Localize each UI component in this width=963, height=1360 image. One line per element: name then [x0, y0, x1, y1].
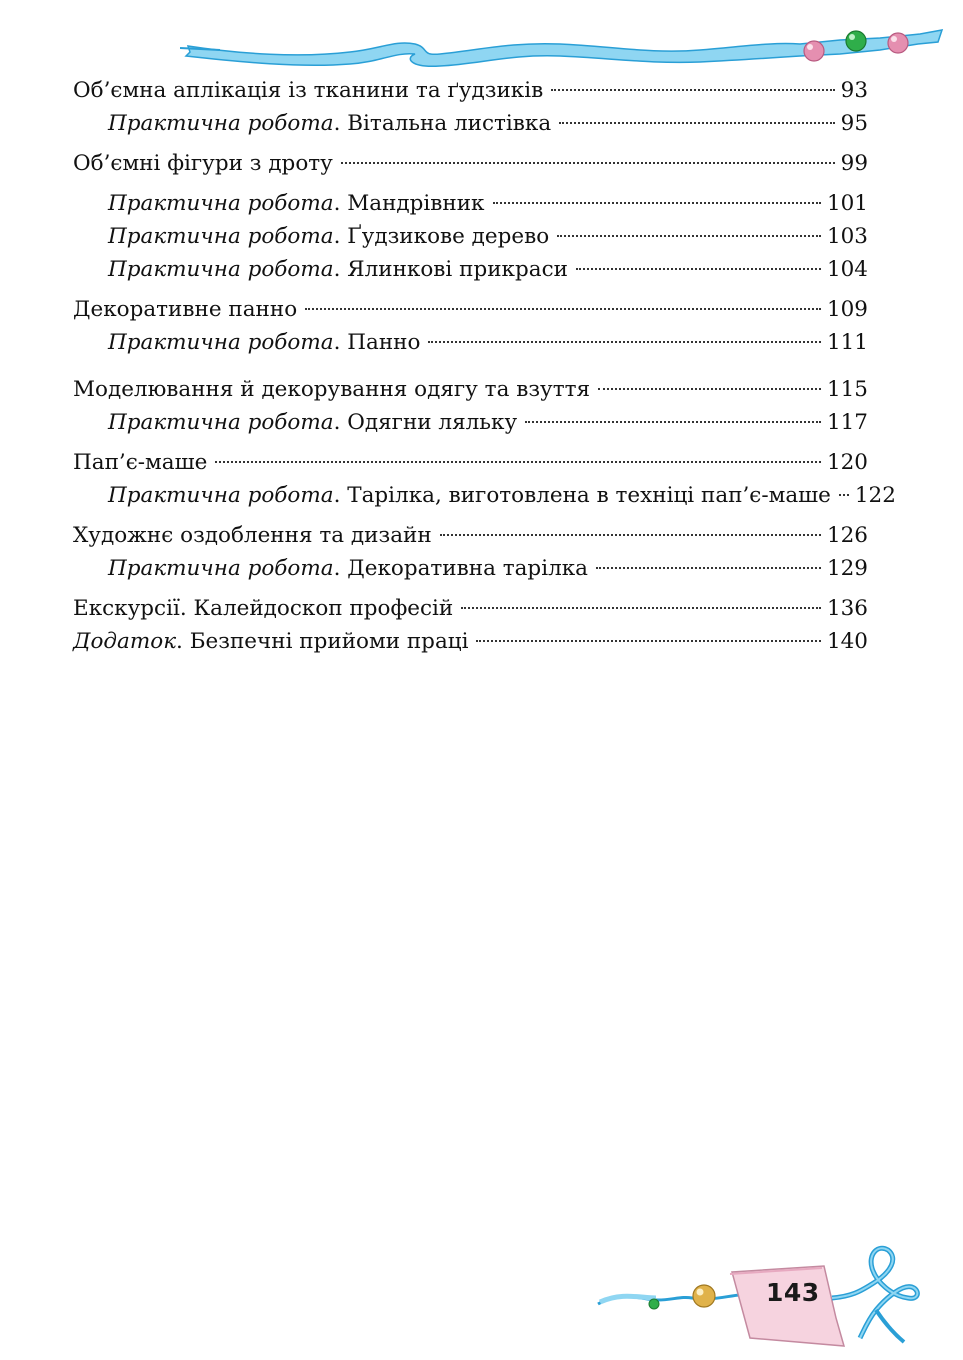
toc-page-number: 101	[826, 191, 868, 216]
toc-subentry	[73, 406, 868, 439]
toc-entry-prefix: Практична робота	[108, 111, 334, 136]
toc-page-number: 109	[826, 297, 868, 322]
toc-entry-title	[108, 326, 420, 359]
dot-leader	[525, 421, 821, 423]
toc-entry-title	[73, 373, 590, 406]
toc-entry-title	[108, 406, 517, 439]
toc-entry-text: . Одягни ляльку	[333, 410, 518, 435]
dot-leader	[559, 122, 835, 124]
pink-bead-icon	[804, 41, 824, 61]
toc-entry-title	[108, 479, 831, 512]
pink-bead-icon	[888, 33, 908, 53]
toc-subentry	[73, 187, 868, 220]
toc-subentry	[73, 220, 868, 253]
toc-entry-text: . Безпечні прийоми праці	[176, 629, 469, 654]
toc-entry-title	[108, 220, 549, 253]
dot-leader	[596, 567, 821, 569]
toc-page-number: 136	[826, 596, 868, 621]
toc-subentry	[73, 107, 868, 140]
bead-highlight	[697, 1289, 704, 1296]
dot-leader	[461, 607, 821, 609]
top-ribbon-tail	[180, 48, 220, 50]
dot-leader	[476, 640, 820, 642]
dot-leader	[598, 388, 821, 390]
toc-entry-text: Об’ємна аплікація із тканини та ґудзиків	[73, 78, 544, 103]
page-number: 143	[766, 1278, 820, 1307]
ribbon-bow-highlight	[832, 1248, 917, 1338]
toc-page-number: 95	[840, 111, 868, 136]
toc-entry-text: Пап’є-маше	[73, 450, 208, 475]
dot-leader	[305, 308, 821, 310]
toc-entry-prefix: Практична робота	[108, 224, 334, 249]
toc-entry-prefix: Практична робота	[108, 410, 334, 435]
toc-entry-text: . Вітальна листівка	[333, 111, 552, 136]
toc-entry-prefix: Практична робота	[108, 191, 334, 216]
toc-entry	[73, 147, 868, 180]
toc-entry-title	[73, 74, 543, 107]
toc-entry-text: . Ялинкові прикраси	[333, 257, 568, 282]
bead-highlight	[807, 44, 813, 50]
toc-entry-text: . Тарілка, виготовлена в техніці пап’є-маше	[333, 483, 831, 508]
toc-entry-text: . Декоративна тарілка	[333, 556, 588, 581]
top-ribbon-decoration	[180, 20, 955, 72]
toc-entry-text: Художнє оздоблення та дизайн	[73, 523, 432, 548]
toc-entry-title	[108, 253, 568, 286]
toc-entry-title	[73, 293, 297, 326]
dot-leader	[557, 235, 821, 237]
toc-page-number: 103	[826, 224, 868, 249]
toc-entry-title	[73, 592, 453, 625]
toc-entry	[73, 625, 868, 658]
bead-highlight	[849, 34, 855, 40]
toc-entry-text: Об’ємні фігури з дроту	[73, 151, 333, 176]
toc-entry-title	[73, 446, 207, 479]
dot-leader	[551, 89, 834, 91]
toc-subentry	[73, 326, 868, 359]
dot-leader	[493, 202, 821, 204]
toc-entry-text: . Ґудзикове дерево	[333, 224, 550, 249]
toc-entry-text: . Мандрівник	[333, 191, 485, 216]
toc-page-number: 117	[826, 410, 868, 435]
ribbon-bow-icon	[832, 1248, 917, 1338]
toc-entry-title	[73, 625, 468, 658]
toc-page-number: 104	[826, 257, 868, 282]
green-bead-icon	[846, 31, 866, 51]
dot-leader	[440, 534, 821, 536]
toc-subentry	[73, 552, 868, 585]
dot-leader	[576, 268, 821, 270]
toc-page-number: 120	[826, 450, 868, 475]
toc-entry	[73, 446, 868, 479]
toc-subentry	[73, 479, 896, 512]
toc-entry	[73, 293, 868, 326]
toc-page-number: 129	[826, 556, 868, 581]
top-ribbon-band	[186, 30, 942, 66]
ribbon-string-fill	[600, 1296, 656, 1302]
toc-entry	[73, 592, 868, 625]
dot-leader	[341, 162, 835, 164]
toc-entry-prefix: Практична робота	[108, 483, 334, 508]
toc-entry	[73, 74, 868, 107]
dot-leader	[428, 341, 821, 343]
toc-subentry	[73, 253, 868, 286]
bead-highlight	[891, 36, 897, 42]
toc-page-number: 111	[826, 330, 868, 355]
toc-entry-title	[108, 107, 551, 140]
toc-entry-title	[108, 552, 588, 585]
toc-entry-text: Екскурсії. Калейдоскоп професій	[73, 596, 454, 621]
ribbon-bow-tail	[876, 1310, 904, 1342]
gold-bead-icon	[693, 1285, 715, 1307]
table-of-contents	[73, 74, 896, 658]
toc-entry-text: Моделювання й декорування одягу та взуття	[73, 377, 591, 402]
green-bead-icon	[649, 1299, 659, 1309]
toc-page-number: 140	[826, 629, 868, 654]
bottom-ribbon-decoration	[592, 1238, 922, 1350]
toc-entry-text: . Панно	[333, 330, 421, 355]
toc-entry-prefix: Практична робота	[108, 257, 334, 282]
toc-entry-text: Декоративне панно	[73, 297, 298, 322]
dot-leader	[839, 494, 849, 496]
toc-entry-prefix: Практична робота	[108, 556, 334, 581]
toc-entry-title	[73, 147, 333, 180]
toc-page-number: 115	[826, 377, 868, 402]
toc-entry-prefix: Практична робота	[108, 330, 334, 355]
toc-entry-prefix: Додаток	[73, 629, 177, 654]
toc-entry	[73, 373, 868, 406]
toc-page-number: 126	[826, 523, 868, 548]
dot-leader	[215, 461, 821, 463]
toc-page-number: 93	[840, 78, 868, 103]
toc-entry	[73, 519, 868, 552]
toc-entry-title	[73, 519, 432, 552]
toc-page-number: 99	[840, 151, 868, 176]
toc-page-number: 122	[854, 483, 896, 508]
toc-entry-title	[108, 187, 485, 220]
